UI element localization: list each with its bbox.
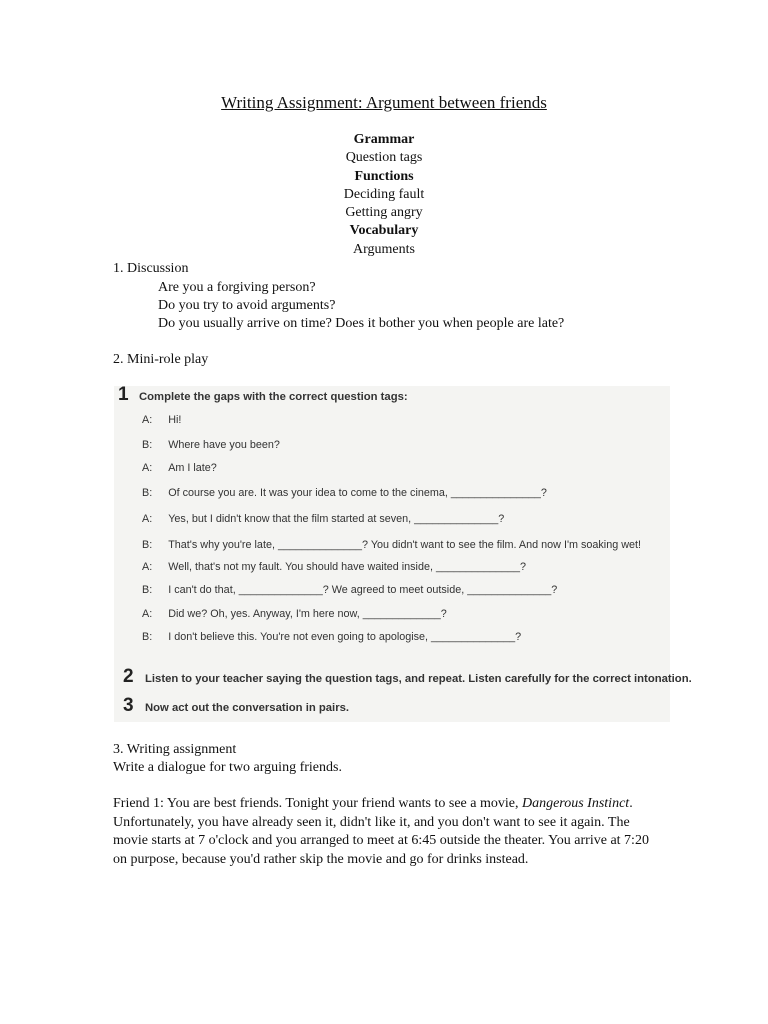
exercise-1-instruction: Complete the gaps with the correct question tags: bbox=[139, 391, 408, 403]
topic-list bbox=[0, 131, 768, 259]
topic-heading-functions: Functions bbox=[354, 168, 414, 184]
exercise-3-number: 3 bbox=[123, 695, 134, 716]
dialogue-line: B: Of course you are. It was your idea to come to the cinema, _______________? bbox=[142, 487, 547, 499]
friend-1-paragraph bbox=[113, 795, 658, 869]
exercise-image bbox=[114, 384, 692, 722]
exercise-3-instruction: Now act out the conversation in pairs. bbox=[145, 702, 350, 714]
friend-1-lead: Friend 1: You are best friends. Tonight your friend wants to see a movie, bbox=[113, 796, 522, 811]
dialogue-line: B: Where have you been? bbox=[142, 439, 280, 451]
discussion-question-3: Do you usually arrive on time? Does it bother you when people are late? bbox=[158, 316, 565, 331]
dialogue-line: B: I don't believe this. You're not even going to apologise, ______________? bbox=[142, 631, 522, 643]
dialogue-line: A: Yes, but I didn't know that the film started at seven, ______________? bbox=[142, 513, 505, 525]
topic-heading-vocabulary: Vocabulary bbox=[349, 223, 419, 239]
writing-intro: Write a dialogue for two arguing friends. bbox=[113, 760, 342, 776]
exercise-2-number: 2 bbox=[123, 666, 134, 687]
dialogue-line: A: Well, that's not my fault. You should have waited inside, ______________? bbox=[142, 561, 527, 573]
writing-label: 3. Writing assignment bbox=[113, 742, 237, 757]
topic-item-getting-angry: Getting angry bbox=[345, 205, 423, 221]
roleplay-label: 2. Mini-role play bbox=[113, 352, 209, 367]
dialogue-line: A: Hi! bbox=[142, 414, 182, 426]
exercise-2-instruction: Listen to your teacher saying the question tags, and repeat. Listen carefully for the correct intonation. bbox=[145, 673, 692, 685]
document-title: Writing Assignment: Argument between friends bbox=[221, 93, 547, 112]
dialogue-line: A: Am I late? bbox=[142, 462, 217, 474]
writing-section bbox=[113, 741, 653, 778]
dialogue-line: A: Did we? Oh, yes. Anyway, I'm here now, _____________? bbox=[142, 608, 447, 620]
discussion-label: 1. Discussion bbox=[113, 261, 189, 276]
topic-item-question-tags: Question tags bbox=[345, 150, 423, 166]
exercise-1-number: 1 bbox=[118, 384, 129, 405]
topic-item-deciding-fault: Deciding fault bbox=[343, 186, 425, 202]
movie-title: Dangerous Instinct bbox=[521, 796, 630, 811]
dialogue-line: B: That's why you're late, ______________? You didn't want to see the film. And now I'm soaking wet! bbox=[142, 539, 642, 551]
friend-1-rest: . Unfortunately, you have already seen it, didn't like it, and you don't want to see it again. The movie starts at 7 o'clock and you arranged to meet at 6:45 outside the theater. You arrive at 7:20 on purpose, because you'd rather skip the movie and go for drinks instead. bbox=[113, 796, 649, 867]
dialogue-line: B: I can't do that, ______________? We agreed to meet outside, ______________? bbox=[142, 584, 558, 596]
discussion-question-2: Do you try to avoid arguments? bbox=[158, 298, 336, 313]
topic-heading-grammar: Grammar bbox=[353, 132, 415, 147]
topic-item-arguments: Arguments bbox=[353, 241, 415, 257]
discussion-question-1: Are you a forgiving person? bbox=[158, 280, 316, 295]
